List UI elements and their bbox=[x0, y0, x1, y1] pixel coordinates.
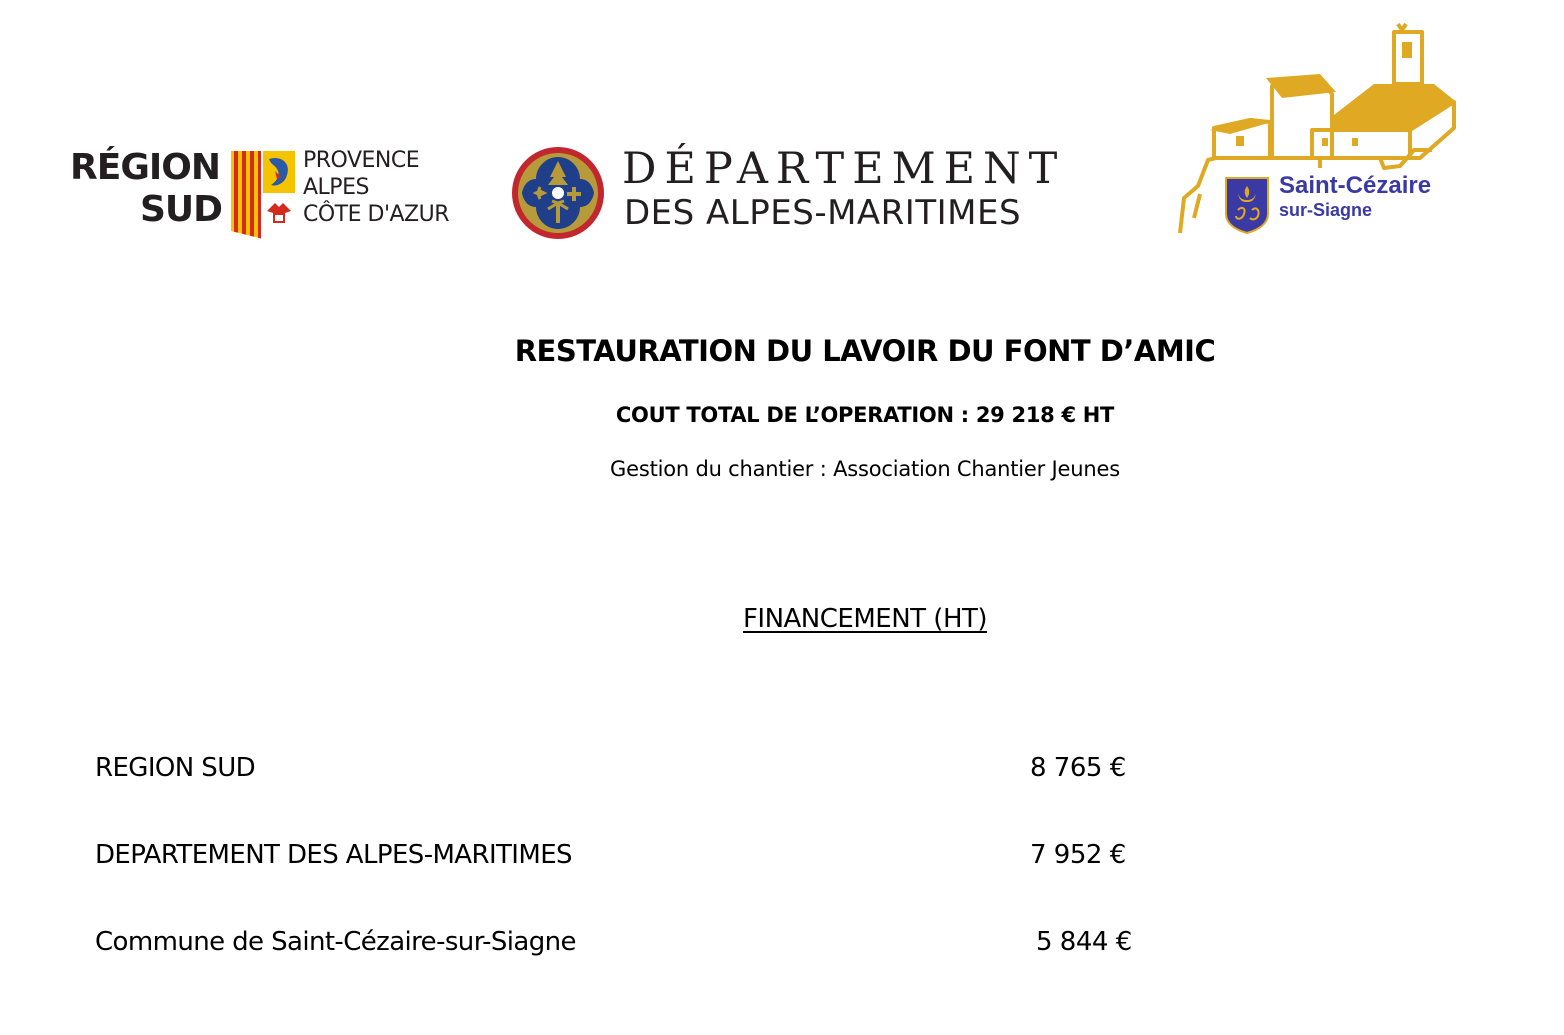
commune-logo-sub: sur-Siagne bbox=[1279, 200, 1373, 220]
departement-logo bbox=[510, 140, 1066, 244]
financing-row-amount-region: 8 765 € bbox=[1030, 753, 1126, 783]
region-logo-cote-azur: CÔTE D'AZUR bbox=[303, 202, 450, 227]
region-logo-word-sud: SUD bbox=[140, 189, 223, 230]
departement-logo-line1: DÉPARTEMENT bbox=[622, 144, 1066, 194]
region-logo-provence: PROVENCE bbox=[303, 148, 420, 173]
region-logo-alpes: ALPES bbox=[303, 175, 369, 200]
document-title: RESTAURATION DU LAVOIR DU FONT D’AMIC bbox=[514, 334, 1216, 368]
saint-cezaire-logo bbox=[1170, 18, 1470, 243]
region-sud-logo bbox=[70, 146, 460, 242]
financing-row-label-commune: Commune de Saint-Cézaire-sur-Siagne bbox=[95, 927, 576, 957]
region-logo-word-region: RÉGION bbox=[70, 147, 220, 188]
region-shield-icon bbox=[231, 151, 295, 239]
site-manager: Gestion du chantier : Association Chantier Jeunes bbox=[610, 457, 1120, 481]
financing-heading: FINANCEMENT (HT) bbox=[742, 604, 988, 634]
commune-shield-icon bbox=[1224, 176, 1270, 234]
financing-row-amount-departement: 7 952 € bbox=[1030, 840, 1126, 870]
financing-row-label-departement: DEPARTEMENT DES ALPES-MARITIMES bbox=[95, 840, 572, 870]
financing-row-amount-commune: 5 844 € bbox=[1036, 927, 1132, 957]
total-cost: COUT TOTAL DE L’OPERATION : 29 218 € HT bbox=[615, 403, 1115, 427]
financing-row-label-region: REGION SUD bbox=[95, 753, 256, 783]
departement-logo-line2: DES ALPES-MARITIMES bbox=[624, 193, 1022, 233]
commune-logo-name: Saint-Cézaire bbox=[1279, 172, 1432, 199]
departement-emblem-icon bbox=[510, 145, 606, 241]
